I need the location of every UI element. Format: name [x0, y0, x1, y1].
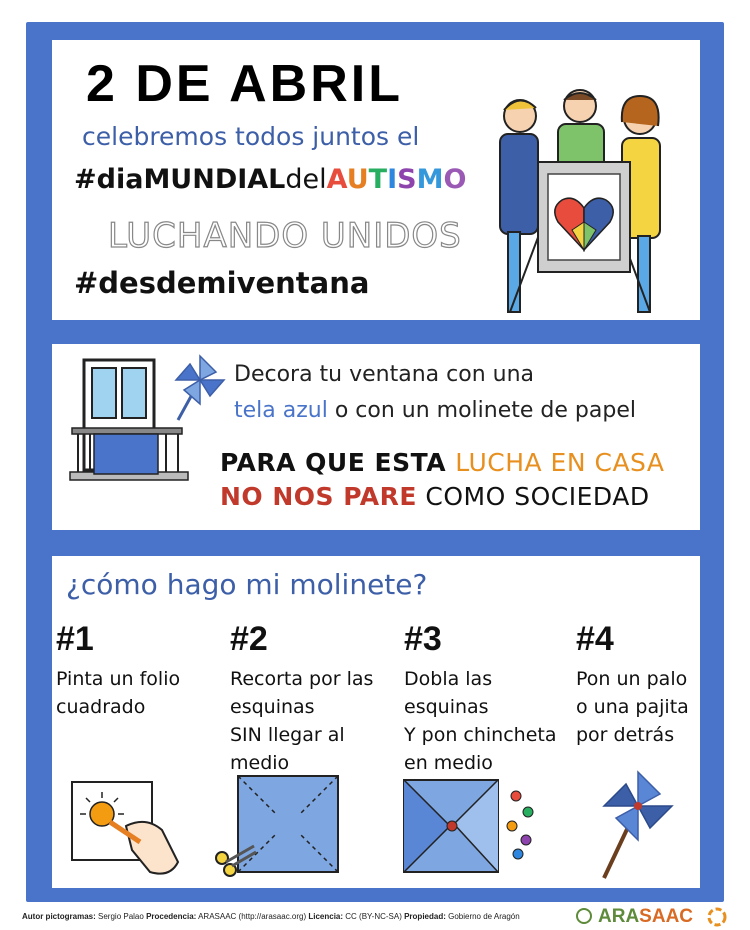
- para-line-2: [220, 482, 650, 511]
- autismo-letter: A: [326, 164, 347, 195]
- para-line-1-start: PARA QUE ESTA: [220, 448, 456, 477]
- step-number: #1: [56, 620, 94, 658]
- step-text: Pon un palo o una pajita por detrás: [576, 668, 689, 746]
- hashtag-part-del: del: [285, 164, 327, 195]
- cut-corners-illustration: [210, 766, 350, 882]
- page-title: 2 DE ABRIL: [86, 55, 403, 113]
- como-sociedad-text: COMO SOCIEDAD: [416, 482, 650, 511]
- autismo-letter: O: [443, 164, 467, 195]
- step-1: [56, 620, 226, 721]
- hashtag-part-mundial: MUNDIAL: [143, 164, 286, 195]
- step-4: [576, 620, 746, 749]
- family-heart-illustration: [480, 82, 680, 318]
- brand-saac: SAAC: [639, 906, 694, 927]
- autismo-letter: I: [387, 164, 398, 195]
- decorate-panel: [52, 344, 700, 530]
- footer-label: Autor pictogramas:: [22, 912, 96, 921]
- para-line-1: [220, 448, 665, 477]
- brand-ara: ARA: [598, 906, 640, 927]
- footer-label: Procedencia:: [146, 912, 197, 921]
- lucha-en-casa-text: LUCHA EN CASA: [455, 448, 665, 477]
- hashtag-dia-mundial: [74, 164, 466, 195]
- footer-value: Gobierno de Aragón: [445, 912, 520, 921]
- step-number: #3: [404, 620, 442, 658]
- subtitle: celebremos todos juntos el: [82, 122, 420, 151]
- step-number: #2: [230, 620, 268, 658]
- footer-label: Licencia:: [308, 912, 344, 921]
- hashtag-desdemiventana: #desdemiventana: [74, 266, 370, 300]
- pinwheel-with-stick-illustration: [574, 766, 698, 882]
- credits-footer: [22, 912, 520, 921]
- autismo-letter: S: [397, 164, 417, 195]
- arasaac-ring-icon: [706, 906, 728, 928]
- arasaac-brand: [598, 906, 693, 928]
- header-panel: [52, 40, 700, 320]
- paint-paper-illustration: [66, 766, 186, 882]
- step-text: Dobla las esquinas Y pon chincheta en medio: [404, 668, 557, 774]
- footer-value: ARASAAC (http://arasaac.org): [196, 912, 309, 921]
- step-text: Pinta un folio cuadrado: [56, 668, 181, 718]
- footer-value: Sergio Palao: [95, 912, 147, 921]
- footer-value: CC (BY-NC-SA): [343, 912, 405, 921]
- decorate-line-2-rest: o con un molinete de papel: [327, 398, 636, 423]
- step-text: Recorta por las esquinas SIN llegar al medio: [230, 668, 374, 774]
- step-number: #4: [576, 620, 614, 658]
- howto-panel: [52, 556, 700, 888]
- footer-label: Propiedad:: [404, 912, 446, 921]
- autismo-letter: U: [346, 164, 369, 195]
- decorate-line-2: [234, 398, 636, 423]
- step-3: [404, 620, 574, 777]
- autismo-letter: T: [368, 164, 388, 195]
- arasaac-hands-icon: [574, 906, 594, 926]
- no-nos-pare-text: NO NOS PARE: [220, 482, 417, 511]
- hashtag-part-dia: #dia: [74, 164, 144, 195]
- autismo-letter: M: [416, 164, 444, 195]
- slogan: LUCHANDO UNIDOS: [108, 216, 462, 256]
- decorate-line-1: Decora tu ventana con una: [234, 362, 534, 387]
- fold-corners-illustration: [400, 766, 540, 882]
- step-2: [230, 620, 400, 777]
- blue-cloth-text: tela azul: [234, 398, 328, 423]
- pinwheel-icon: [170, 352, 230, 422]
- howto-question: ¿cómo hago mi molinete?: [66, 568, 428, 601]
